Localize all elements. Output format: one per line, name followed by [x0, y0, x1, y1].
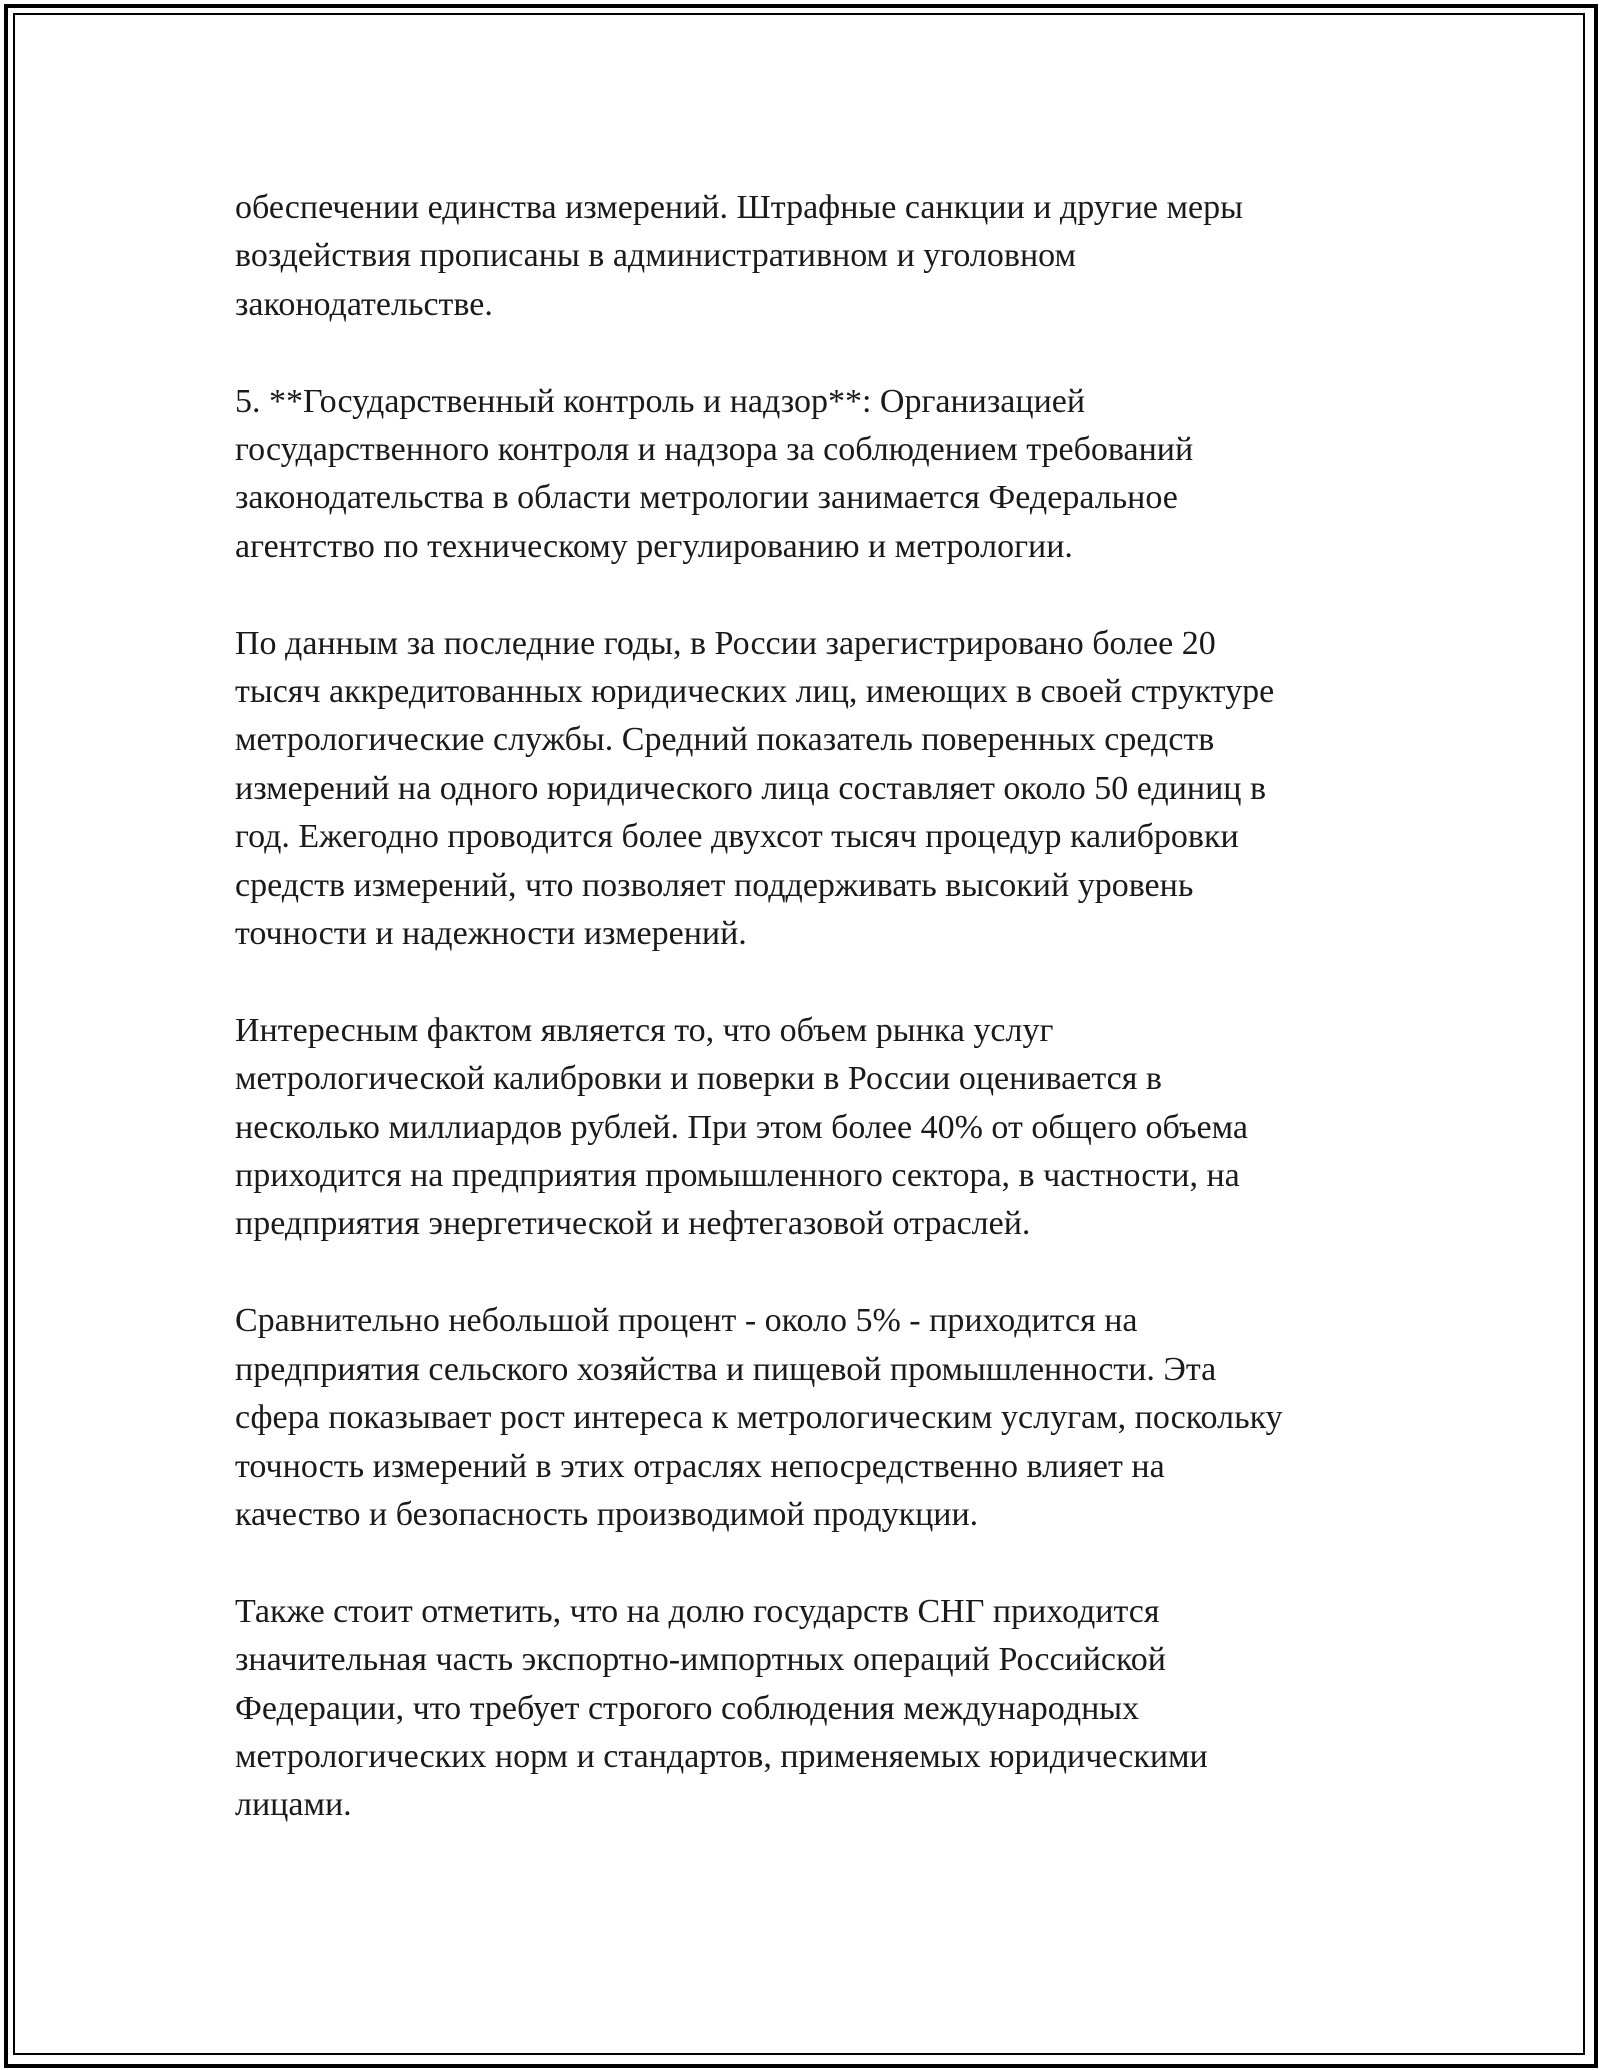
text-line: Сравнительно небольшой процент - около 5% - приходится на [235, 1302, 1138, 1340]
text-line: тысяч аккредитованных юридических лиц, имеющих в своей структуре [235, 673, 1275, 711]
paragraph-4 [235, 1007, 1370, 1249]
text-line: метрологические службы. Средний показатель поверенных средств [235, 721, 1215, 759]
text-line: год. Ежегодно проводится более двухсот тысяч процедур калибровки [235, 818, 1239, 856]
text-line: предприятия энергетической и нефтегазовой отраслей. [235, 1205, 1031, 1243]
text-line: измерений на одного юридического лица составляет около 50 единиц в [235, 769, 1267, 807]
text-line: законодательства в области метрологии занимается Федеральное [235, 479, 1178, 517]
paragraph-2 [235, 378, 1370, 572]
text-line: метрологической калибровки и поверки в России оценивается в [235, 1060, 1162, 1098]
text-line: Федерации, что требует строгого соблюдения международных [235, 1689, 1140, 1727]
document-body [235, 184, 1370, 1878]
text-line: точность измерений в этих отраслях непосредственно влияет на [235, 1447, 1165, 1485]
paragraph-5 [235, 1297, 1370, 1539]
text-line: несколько миллиардов рублей. При этом более 40% от общего объема [235, 1108, 1248, 1146]
text-line: обеспечении единства измерений. Штрафные санкции и другие меры [235, 189, 1243, 226]
paragraph-6 [235, 1588, 1370, 1830]
paragraph-1 [235, 184, 1370, 329]
text-line: воздействия прописаны в административном и уголовном [235, 237, 1077, 275]
text-line: средств измерений, что позволяет поддерживать высокий уровень [235, 866, 1194, 904]
text-line: Интересным фактом является то, что объем рынка услуг [235, 1011, 1054, 1049]
text-line: 5. **Государственный контроль и надзор**: Организацией [235, 382, 1086, 420]
text-line: точности и надежности измерений. [235, 915, 747, 953]
text-line: сфера показывает рост интереса к метрологическим услугам, поскольку [235, 1399, 1283, 1437]
text-line: метрологических норм и стандартов, применяемых юридическими [235, 1737, 1208, 1775]
text-line: агентство по техническому регулированию и метрологии. [235, 527, 1073, 565]
text-line: законодательстве. [235, 285, 493, 323]
text-line: предприятия сельского хозяйства и пищевой промышленности. Эта [235, 1350, 1217, 1388]
text-line: По данным за последние годы, в России зарегистрировано более 20 [235, 624, 1216, 662]
text-line: качество и безопасность производимой продукции. [235, 1495, 979, 1533]
text-line: приходится на предприятия промышленного сектора, в частности, на [235, 1157, 1240, 1195]
paragraph-3 [235, 620, 1370, 959]
text-line: Также стоит отметить, что на долю государств СНГ приходится [235, 1592, 1160, 1630]
text-line: значительная часть экспортно-импортных операций Российской [235, 1641, 1166, 1679]
text-line: государственного контроля и надзора за соблюдением требований [235, 431, 1194, 469]
text-line: лицами. [235, 1786, 352, 1824]
